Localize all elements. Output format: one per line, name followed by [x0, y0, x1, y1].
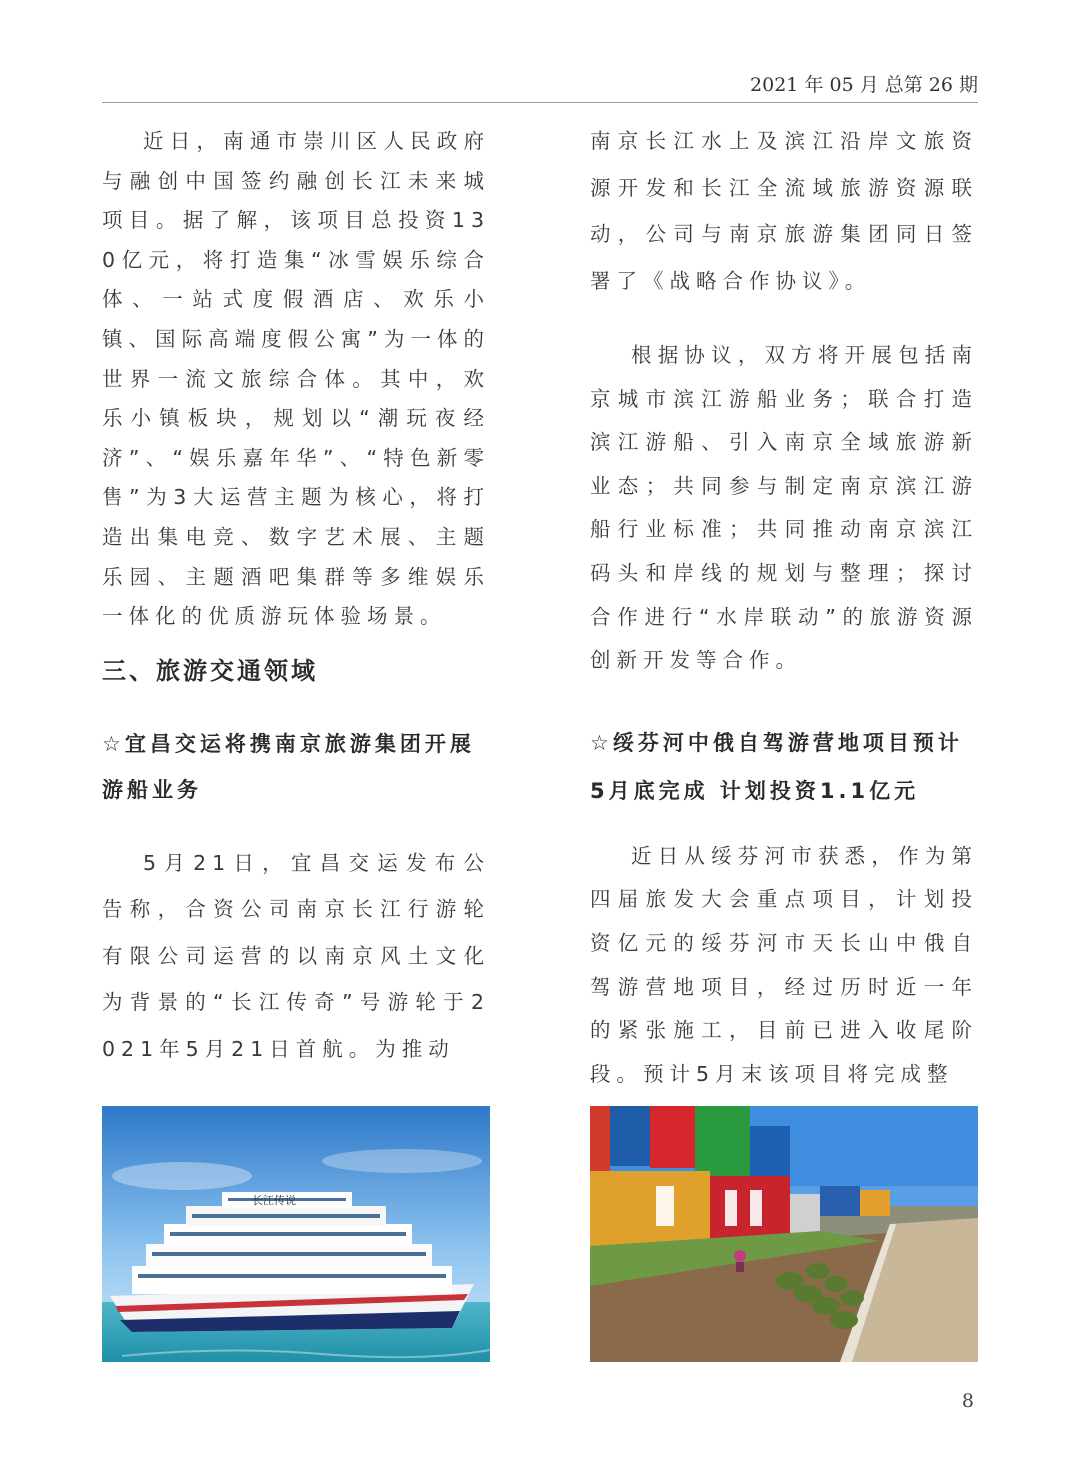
campsite-illustration [590, 1106, 978, 1362]
paragraph-yichang: 5月21日，宜昌交运发布公告称，合资公司南京长江行游轮有限公司运营的以南京风土文化为背景的“长江传奇”号游轮于2021年5月21日首航。为推动 [102, 850, 490, 1061]
subtitle-yichang: ☆宜昌交运将携南京旅游集团开展游船业务 [102, 731, 475, 802]
campsite-photo [590, 1106, 978, 1362]
ship-name: 长江传说 [252, 1194, 296, 1207]
cruise-ship-illustration [102, 1106, 490, 1362]
section-title: 三、旅游交通领域 [102, 656, 318, 685]
paragraph-suifenhe: 近日从绥芬河市获悉，作为第四届旅发大会重点项目，计划投资亿元的绥芬河市天长山中俄自驾游营地项目，经过历时近一年的紧张施工，目前已进入收尾阶段。预计5月末该项目将完成整 [590, 843, 978, 1086]
right-column [590, 118, 978, 1096]
subtitle-suifenhe: ☆绥芬河中俄自驾游营地项目预计5月底完成 计划投资1.1亿元 [590, 730, 963, 803]
cruise-ship-photo [102, 1106, 490, 1362]
paragraph-agreement: 根据协议，双方将开展包括南京城市滨江游船业务；联合打造滨江游船、引入南京全域旅游新业态；共同参与制定南京滨江游船行业标准；共同推动南京滨江码头和岸线的规划与整理；探讨合作进行“水岸联动”的旅游资源创新开发等合作。 [590, 343, 978, 673]
left-column [102, 122, 490, 1072]
page-header [102, 70, 978, 103]
page-number: 8 [961, 1390, 974, 1412]
paragraph-nanjing-cooperation: 南京长江水上及滨江沿岸文旅资源开发和长江全流域旅游资源联动，公司与南京旅游集团同日签署了《战略合作协议》。 [590, 129, 978, 293]
issue-info: 2021 年 05 月 总第 26 期 [750, 74, 978, 96]
paragraph-nantong: 近日，南通市崇川区人民政府与融创中国签约融创长江未来城项目。据了解，该项目总投资130亿元，将打造集“冰雪娱乐综合体、一站式度假酒店、欢乐小镇、国际高端度假公寓”为一体的世界一流文旅综合体。其中，欢乐小镇板块，规划以“潮玩夜经济”、“娱乐嘉年华”、“特色新零售”为3大运营主题为核心，将打造出集电竞、数字艺术展、主题乐园、主题酒吧集群等多维娱乐一体化的优质游玩体验场景。 [102, 129, 490, 629]
